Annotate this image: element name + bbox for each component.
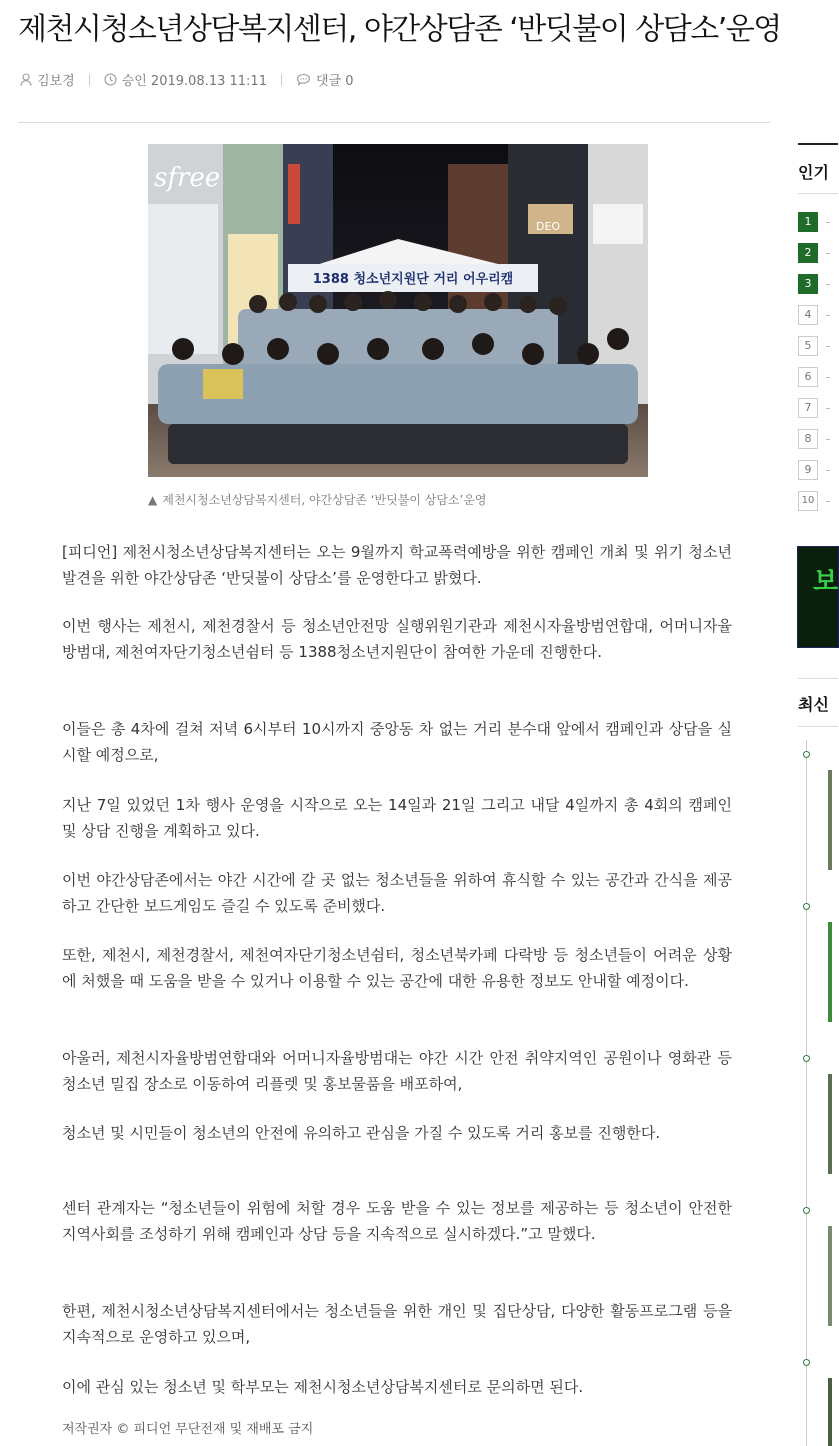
rank-badge[interactable]: 4 bbox=[798, 305, 818, 325]
latest-thumbnail[interactable] bbox=[828, 922, 832, 1022]
rank-badge[interactable]: 8 bbox=[798, 429, 818, 449]
article-paragraph: [피디언] 제천시청소년상담복지센터는 오는 9월까지 학교폭력예방을 위한 캠페인 개최 및 위기 청소년 발견을 위한 야간상담존 ‘반딧불이 상담소’를 운영한다고 밝혔다. bbox=[62, 543, 732, 587]
rank-badge[interactable]: 9 bbox=[798, 460, 818, 480]
rank-item-title[interactable] bbox=[826, 222, 830, 223]
article-photo[interactable] bbox=[148, 144, 648, 477]
rank-badge[interactable]: 10 bbox=[798, 491, 818, 511]
article-paragraph: 이번 야간상담존에서는 야간 시간에 갈 곳 없는 청소년들을 위하여 휴식할 수 있는 공간과 간식을 제공하고 간단한 보드게임도 즐길 수 있도록 준비했다. bbox=[62, 871, 732, 915]
latest-thumbnail[interactable] bbox=[828, 1074, 832, 1174]
caption-text: 제천시청소년상담복지센터, 야간상담존 ‘반딧불이 상담소’운영 bbox=[162, 493, 487, 507]
latest-thumbnail[interactable] bbox=[828, 1378, 832, 1446]
copyright-notice: 저작권자 © 피디언 무단전재 및 재배포 금지 bbox=[62, 1422, 314, 1437]
rank-badge[interactable]: 6 bbox=[798, 367, 818, 387]
article-paragraph: 청소년 및 시민들이 청소년의 안전에 유의하고 관심을 가질 수 있도록 거리 홍보를 진행한다. bbox=[62, 1124, 661, 1142]
rank-item-title[interactable] bbox=[826, 377, 830, 378]
speech-bubble-icon bbox=[296, 73, 311, 86]
group-photo-illustration bbox=[148, 144, 648, 477]
rank-badge[interactable]: 3 bbox=[798, 274, 818, 294]
rank-badge[interactable]: 5 bbox=[798, 336, 818, 356]
clock-icon bbox=[104, 73, 117, 86]
section-divider bbox=[798, 726, 838, 727]
approved-date: 승인 2019.08.13 11:11 bbox=[121, 74, 267, 89]
author-name[interactable]: 김보경 bbox=[37, 74, 75, 89]
rank-badge[interactable]: 2 bbox=[798, 243, 818, 263]
store-sign-text: sfree bbox=[154, 163, 221, 193]
article-paragraph: 이번 행사는 제천시, 제천경찰서 등 청소년안전망 실행위원기관과 제천시자율방범연합대, 어머니자율방범대, 제천여자단기청소년쉼터 등 1388청소년지원단이 참여한 가운데 진행한다. bbox=[62, 617, 732, 661]
article-paragraph: 이들은 총 4차에 걸쳐 저녁 6시부터 10시까지 중앙동 차 없는 거리 분수대 앞에서 캠페인과 상담을 실시할 예정으로, bbox=[62, 720, 732, 764]
timeline-dot bbox=[803, 1055, 810, 1062]
article-paragraph: 지난 7일 있었던 1차 행사 운영을 시작으로 오는 14일과 21일 그리고 내달 4일까지 총 4회의 캠페인 및 상담 진행을 계획하고 있다. bbox=[62, 796, 732, 840]
banner-text: 보 bbox=[813, 567, 839, 597]
store-sign-text: DEO bbox=[536, 220, 561, 233]
header-divider bbox=[18, 122, 770, 123]
latest-section-title: 최신 bbox=[798, 695, 829, 714]
caption-marker: ▲ bbox=[148, 492, 158, 507]
timeline-dot bbox=[803, 751, 810, 758]
author-info bbox=[20, 70, 75, 89]
meta-divider bbox=[281, 74, 282, 86]
article-paragraph: 한편, 제천시청소년상담복지센터에서는 청소년들을 위한 개인 및 집단상담, 다양한 활동프로그램 등을 지속적으로 운영하고 있으며, bbox=[62, 1302, 732, 1346]
sidebar-ad-banner[interactable] bbox=[797, 546, 839, 648]
article-meta bbox=[20, 70, 354, 89]
timeline-dot bbox=[803, 1207, 810, 1214]
popular-section-border bbox=[798, 143, 838, 145]
timeline-dot bbox=[803, 903, 810, 910]
rank-item-title[interactable] bbox=[826, 315, 830, 316]
tent-banner-text: 1388 청소년지원단 거리 어우리캠 bbox=[312, 272, 514, 287]
rank-item-title[interactable] bbox=[826, 501, 830, 502]
rank-item-title[interactable] bbox=[826, 408, 830, 409]
rank-item-title[interactable] bbox=[826, 253, 830, 254]
comment-count: 댓글 0 bbox=[315, 74, 354, 89]
photo-caption bbox=[148, 491, 487, 508]
rank-badge[interactable]: 7 bbox=[798, 398, 818, 418]
popular-section-title: 인기 bbox=[798, 163, 829, 182]
section-divider bbox=[798, 193, 838, 194]
rank-item-title[interactable] bbox=[826, 284, 830, 285]
comments-info[interactable] bbox=[296, 70, 354, 89]
latest-thumbnail[interactable] bbox=[828, 770, 832, 870]
rank-item-title[interactable] bbox=[826, 439, 830, 440]
approved-info bbox=[104, 70, 267, 89]
article-title: 제천시청소년상담복지센터, 야간상담존 ‘반딧불이 상담소’운영 bbox=[18, 12, 781, 47]
section-divider bbox=[798, 678, 838, 679]
rank-badge[interactable]: 1 bbox=[798, 212, 818, 232]
person-icon bbox=[20, 73, 32, 86]
latest-thumbnail[interactable] bbox=[828, 1226, 832, 1326]
article-paragraph: 아울러, 제천시자율방범연합대와 어머니자율방범대는 야간 시간 안전 취약지역인 공원이나 영화관 등 청소년 밀집 장소로 이동하여 리플렛 및 홍보물품을 배포하여, bbox=[62, 1049, 732, 1093]
article-paragraph: 이에 관심 있는 청소년 및 학부모는 제천시청소년상담복지센터로 문의하면 된다. bbox=[62, 1378, 584, 1396]
article-paragraph: 센터 관계자는 “청소년들이 위험에 처할 경우 도움 받을 수 있는 정보를 제공하는 등 청소년이 안전한 지역사회를 조성하기 위해 캠페인과 상담 등을 지속적으로 실시하겠다.”고 말했다. bbox=[62, 1199, 732, 1243]
latest-timeline bbox=[806, 740, 807, 1446]
timeline-dot bbox=[803, 1359, 810, 1366]
meta-divider bbox=[89, 74, 90, 86]
rank-item-title[interactable] bbox=[826, 346, 830, 347]
rank-item-title[interactable] bbox=[826, 470, 830, 471]
article-paragraph: 또한, 제천시, 제천경찰서, 제천여자단기청소년쉼터, 청소년북카페 다락방 등 청소년들이 어려운 상황에 처했을 때 도움을 받을 수 있거나 이용할 수 있는 공간에 대한 유용한 정보도 안내할 예정이다. bbox=[62, 946, 732, 990]
